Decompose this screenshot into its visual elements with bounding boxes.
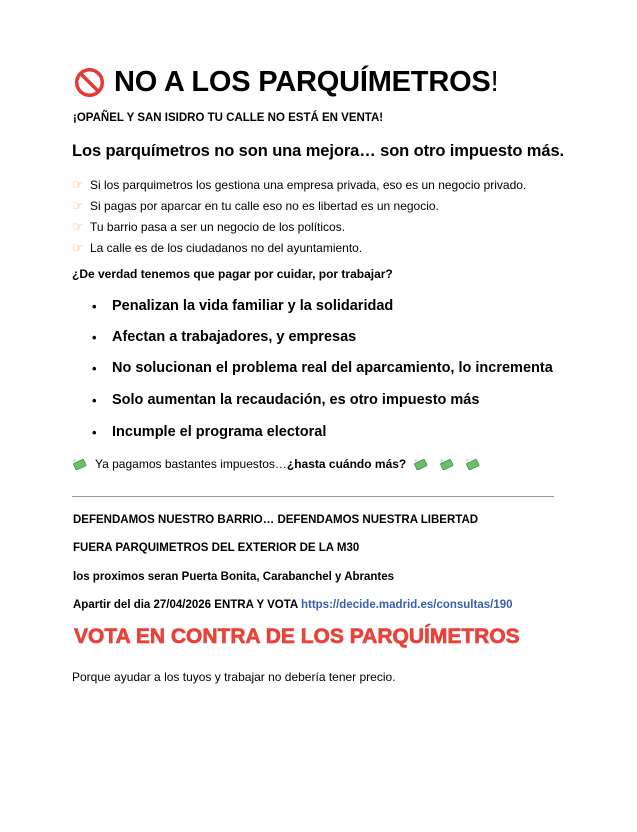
call-line-1: DEFENDAMOS NUESTRO BARRIO… DEFENDAMOS NUESTRA LIBERTAD xyxy=(73,514,479,526)
point-text: Si pagas por aparcar en tu calle eso no es libertad es un negocio. xyxy=(90,199,439,213)
pointing-hand-icon: ☞ xyxy=(72,240,84,255)
bullet-text: Penalizan la vida familiar y la solidaridad xyxy=(112,298,394,314)
point-item xyxy=(72,219,345,235)
bullet-dot: • xyxy=(92,424,97,440)
consultation-link[interactable]: https://decide.madrid.es/consultas/190 xyxy=(300,599,513,611)
point-text: Tu barrio pasa a ser un negocio de los políticos. xyxy=(90,220,346,234)
call-line-2: FUERA PARQUIMETROS DEL EXTERIOR DE LA M30 xyxy=(73,542,360,554)
bullet-text: Incumple el programa electoral xyxy=(112,424,327,440)
money-with-wings-icon xyxy=(440,458,454,470)
bullet-item xyxy=(92,392,479,408)
bullet-dot: • xyxy=(92,329,97,345)
bullet-text: Solo aumentan la recaudación, es otro impuesto más xyxy=(112,392,480,408)
point-item xyxy=(72,240,362,256)
bullet-dot: • xyxy=(92,392,97,408)
taxes-emphasis: ¿hasta cuándo más? xyxy=(286,457,407,471)
bullet-item xyxy=(92,298,393,314)
closing-text: Porque ayudar a los tuyos y trabajar no debería tener precio. xyxy=(72,670,396,684)
bullet-item xyxy=(92,360,553,376)
pointing-hand-icon: ☞ xyxy=(72,177,84,192)
money-with-wings-icon xyxy=(466,458,480,470)
vote-banner: VOTA EN CONTRA DE LOS PARQUÍMETROS xyxy=(74,625,520,648)
money-with-wings-icon xyxy=(73,458,87,470)
subtitle: ¡OPAÑEL Y SAN ISIDRO TU CALLE NO ESTÁ EN VENTA! xyxy=(73,112,384,124)
divider xyxy=(72,496,554,497)
point-item xyxy=(72,177,526,193)
pointing-hand-icon: ☞ xyxy=(72,219,84,234)
vote-date-text: Apartir del dia 27/04/2026 ENTRA Y VOTA xyxy=(73,599,301,611)
point-item xyxy=(72,198,439,214)
title-row xyxy=(74,64,498,100)
point-text: La calle es de los ciudadanos no del ayuntamiento. xyxy=(90,241,363,255)
prohibited-icon xyxy=(74,67,105,98)
page-title-suffix: ! xyxy=(490,65,499,98)
taxes-text: Ya pagamos bastantes impuestos… xyxy=(95,457,287,471)
page-title: NO A LOS PARQUÍMETROS xyxy=(114,65,491,98)
call-line-3: los proximos seran Puerta Bonita, Carabanchel y Abrantes xyxy=(73,571,395,583)
question: ¿De verdad tenemos que pagar por cuidar, por trabajar? xyxy=(72,267,393,281)
bullet-text: Afectan a trabajadores, y empresas xyxy=(112,329,357,345)
headline: Los parquímetros no son una mejora… son otro impuesto más. xyxy=(72,142,565,160)
point-text: Si los parquimetros los gestiona una empresa privada, eso es un negocio privado. xyxy=(90,178,527,192)
bullet-item xyxy=(92,424,326,440)
bullet-dot: • xyxy=(92,298,97,314)
call-line-4 xyxy=(73,599,513,611)
taxes-line xyxy=(73,457,484,471)
bullet-text: No solucionan el problema real del aparcamiento, lo incrementa xyxy=(112,360,553,376)
pointing-hand-icon: ☞ xyxy=(72,198,84,213)
bullet-item xyxy=(92,329,356,345)
money-with-wings-icon xyxy=(414,458,428,470)
bullet-dot: • xyxy=(92,360,97,376)
